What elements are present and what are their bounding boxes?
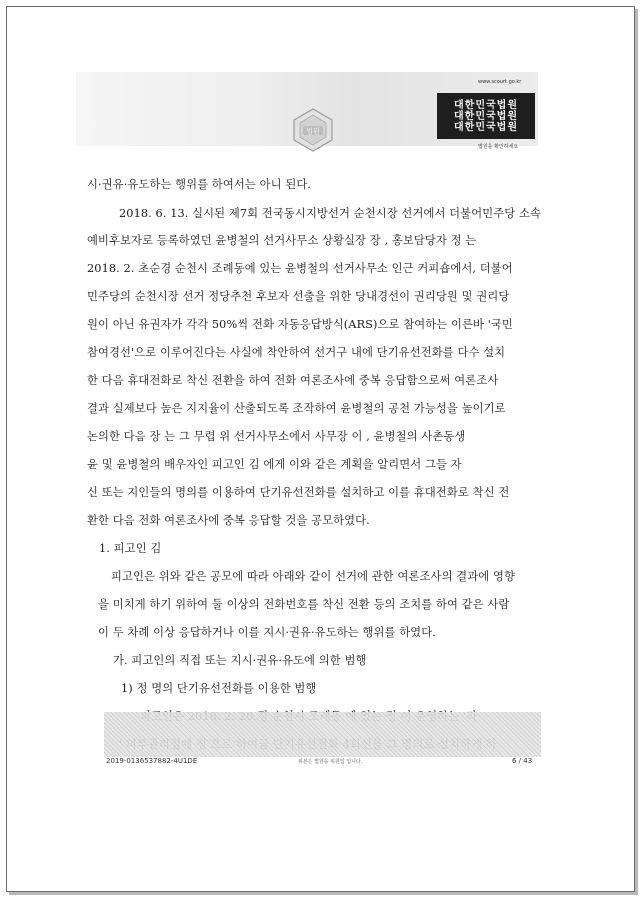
- page-number: 6 / 43: [512, 757, 533, 765]
- text-line: 예비후보자로 등록하였던 윤병철의 선거사무소 상황실장 장 , 홍보담당자 정 는: [87, 234, 477, 247]
- text-line: 환한 다음 전화 여론조사에 중복 응답할 것을 공모하였다.: [87, 514, 370, 527]
- section-heading: 1. 피고인 김: [99, 542, 162, 555]
- site-url: www.scourt.go.kr: [478, 79, 522, 85]
- seal-label: 법원: [306, 127, 320, 136]
- text-line: 을 미치게 하기 위하여 둘 이상의 전화번호를 착신 전환 등의 조치를 하여 같은 사람: [98, 598, 510, 611]
- footer-strip: [104, 712, 541, 757]
- brand-subtitle: 법원을 확인하세요: [478, 144, 519, 150]
- text-line: 논의한 다음 장 는 그 무렵 위 선거사무소에서 사무장 이 , 윤병철의 사촌동생: [87, 430, 466, 443]
- court-seal-icon: [289, 106, 337, 154]
- brand-text: 대한민국법원 대한민국법원 대한민국법원: [454, 99, 518, 133]
- text-line: 한 다음 휴대전화로 착신 전환을 하여 전화 여론조사에 중복 응답함으로써 여론조사: [87, 374, 499, 387]
- text-line: 피고인은 위와 같은 공모에 따라 아래와 같이 선거에 관한 여론조사의 결과에 영향: [111, 570, 516, 583]
- subsection-heading: 1) 정 명의 단기유선전화를 이용한 범행: [121, 682, 317, 695]
- text-line: 결과 실제보다 높은 지지율이 산출되도록 조작하여 윤병철의 공천 가능성을 높이기로: [87, 402, 506, 415]
- text-line: 2018. 2. 초순경 순천시 조례동에 있는 윤병철의 선거사무소 인근 커피숍에서, 더불어: [87, 262, 513, 275]
- text-line: 원이 아닌 유권자가 각각 50%씩 전화 자동응답방식(ARS)으로 참여하는 이른바 '국민: [87, 318, 513, 331]
- text-line: 민주당의 순천시장 선거 정당추천 후보자 선출을 위한 당내경선이 권리당원 및 권리당: [87, 290, 510, 303]
- text-line: 윤 및 윤병철의 배우자인 피고인 김 에게 이와 같은 계획을 알리면서 그들 자: [87, 458, 462, 471]
- text-line: 시·권유·유도하는 행위를 하여서는 아니 된다.: [87, 178, 312, 191]
- text-line: 참여경선'으로 이루어진다는 사실에 착안하여 선거구 내에 단기유선전화를 다수 설치: [87, 346, 506, 359]
- footer-note: 위본은 법원을 위원입 입니다.: [298, 759, 363, 765]
- court-brand-logo: [437, 93, 535, 139]
- text-line: 이 두 차례 이상 응답하거나 이를 지시·권유·유도하는 행위를 하였다.: [98, 626, 436, 639]
- text-line: 신 또는 지인들의 명의를 이용하여 단기유선전화를 설치하고 이를 휴대전화로 착신 전: [87, 486, 510, 499]
- subsection-heading: 가. 피고인의 직접 또는 지시·권유·유도에 의한 범행: [113, 654, 367, 667]
- text-line: 2018. 6. 13. 실시된 제7회 전국동시지방선거 순천시장 선거에서 더불어민주당 소속: [119, 207, 541, 220]
- document-id: 2019-0136537882-4U1DE: [106, 757, 198, 765]
